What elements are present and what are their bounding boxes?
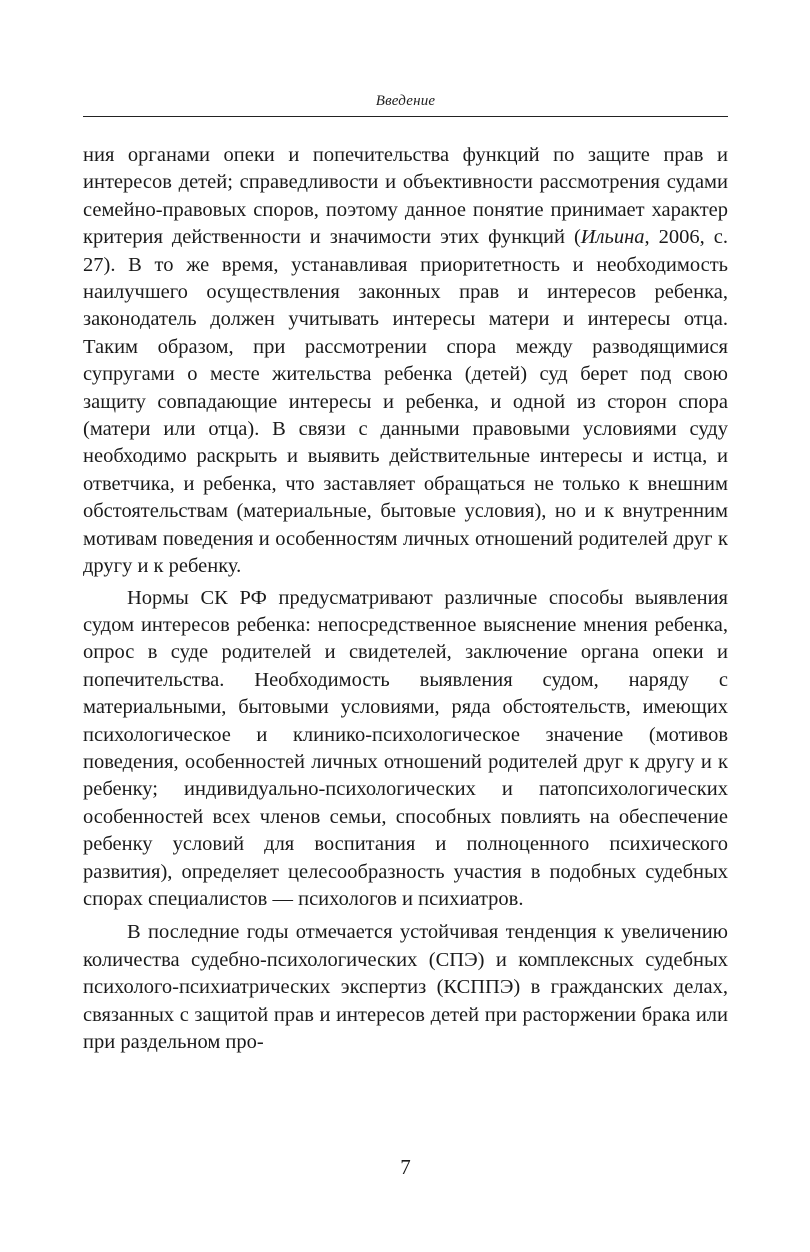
- paragraph-1-text-start: ния органами опеки и попечительства функций по защите прав и интересов детей; справедливости и объективности рассмотрения судами семейно-правовых споров, поэтому данное понятие принимает характер критерия действенности и значимости этих функций (: [83, 144, 728, 249]
- header-rule: [83, 116, 728, 117]
- paragraph-3: В последние годы отмечается устойчивая тенденция к увеличению количества судебно-психологических (СПЭ) и комплексных судебных психолого-психиатрических экспертиз (КСППЭ) в гражданских делах, связанных с защитой прав и интересов детей при расторжении брака или при раздельном про-: [83, 921, 728, 1053]
- paragraph-2: Нормы СК РФ предусматривают различные способы выявления судом интересов ребенка: непосредственное выяснение мнения ребенка, опрос в суде родителей и свидетелей, заключение органа опеки и попечительства. Необходимость выявления судом, наряду с материальными, бытовыми условиями, ряда обстоятельств, имеющих психологическое и клинико-психологическое значение (мотивов поведения, особенностей личных отношений родителей друг к другу и к ребенку; индивидуально-психологических и патопсихологических особенностей всех членов семьи, способных повлиять на обеспечение ребенку условий для воспитания и полноценного психического развития), определяет целесообразность участия в подобных судебных спорах специалистов — психологов и психиатров.: [83, 586, 728, 910]
- body-text: [83, 142, 728, 1056]
- page-number: 7: [400, 1155, 411, 1179]
- running-header: Введение: [375, 93, 436, 109]
- book-page: [83, 0, 728, 1252]
- paragraph-1: [83, 142, 728, 581]
- citation-author: Ильина: [580, 226, 645, 249]
- paragraph-1-text-end: , 2006, с. 27). В то же время, устанавливая приоритетность и необходимость наилучшего осуществления законных прав и интересов ребенка, законодатель должен учитывать интересы матери и интересы отца. Таким образом, при рассмотрении спора между разводящимися супругами о месте жительства ребенка (детей) суд берет под свою защиту совпадающие интересы и ребенка, и одной из сторон спора (матери или отца). В связи с данными правовыми условиями суду необходимо раскрыть и выявить действительные интересы и истца, и ответчика, и ребенка, что заставляет обращаться не только к внешним обстоятельствам (материальные, бытовые условия), но и к внутренним мотивам поведения и особенностям личных отношений родителей друг к другу и к ребенку.: [83, 226, 728, 578]
